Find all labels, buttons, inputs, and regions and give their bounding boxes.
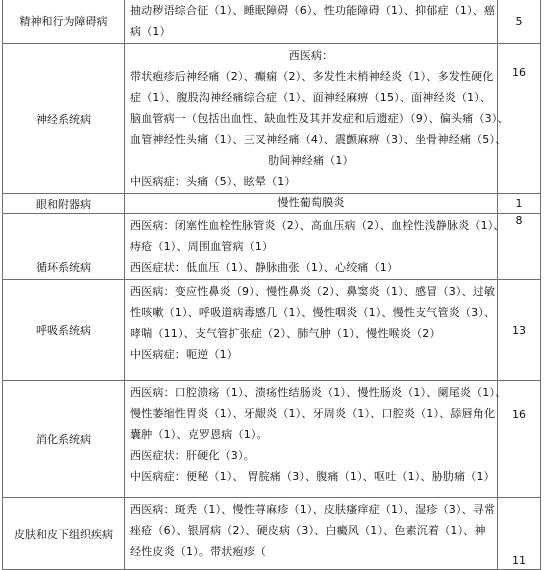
description-cell: [125, 214, 505, 280]
description-line: 西医症状：肝硬化（3）。: [130, 449, 255, 462]
category-cell: 精神和行为障碍病: [3, 0, 125, 44]
description-line: 经性皮炎（1）。带状疱疹（: [130, 545, 267, 558]
description-line: 脑血管病一（包括出血性、缺血性及其并发症和后遗症）（9）、偏头痛（3）、: [130, 112, 509, 125]
table-row: [3, 44, 541, 194]
description-line: 血管神经性头痛（1）、三叉神经痛（4）、震颤麻痹（3）、坐骨神经痛（5）、: [130, 133, 507, 146]
description-line: 西医病：: [288, 49, 334, 62]
description-line: 症（1）、腹股沟神经痛综合症（1）、面神经麻痹（15）、面神经炎（1）、: [130, 91, 492, 104]
category-cell: 消化系统病: [3, 381, 125, 498]
description-cell: [125, 498, 498, 570]
description-line: 带状疱疹后神经痛（2）、癫痫（2）、多发性末梢神经炎（1）、多发性硬化: [130, 70, 494, 83]
description-cell: [125, 381, 507, 498]
description-line: 痤疮（6）、银屑病（2）、硬皮病（3）、白癜风（1）、色素沉着（1）、神: [130, 524, 486, 537]
description-line: 西医病：变应性鼻炎（9）、慢性鼻炎（2）、鼻窦炎（1）、感冒（3）、过敏: [130, 285, 496, 298]
category-cell: 呼吸系统病: [3, 280, 125, 381]
count-cell: 5: [498, 0, 541, 44]
category-cell: 眼和附器病: [3, 194, 125, 214]
description-line: 慢性萎缩性胃炎（1）、牙龈炎（1）、牙周炎（1）、口腔炎（1）、舔唇角化: [130, 407, 496, 420]
description-line: 中医病症：便秘（1）、 胃脘痛（3）、腹痛（1）、呕吐（1）、胁肋痛（1）: [130, 470, 495, 483]
description-cell: [125, 0, 498, 44]
table-row: [3, 214, 541, 280]
description-line: 慢性葡萄膜炎: [277, 196, 345, 209]
count-cell: 16: [498, 44, 541, 194]
description-cell: [125, 194, 498, 214]
description-line: 哮喘（11）、支气管扩张症（2）、肺气肿（1）、慢性喉炎（2）: [130, 327, 441, 340]
description-line: 痔疮（1）、周围血管病（1）: [130, 240, 274, 253]
description-line: 肋间神经痛（1）: [268, 154, 354, 167]
description-line: 囊肿（1）、克罗恩病（1）。: [130, 428, 268, 441]
count-cell: 11: [498, 498, 541, 570]
description-line: 中医病症：呃逆（1）: [130, 348, 238, 361]
description-cell: [125, 280, 498, 381]
description-line: 性咳嗽（1）、呼吸道病毒感几（1）、慢性咽炎（1）、慢性支气管炎（3）、: [130, 306, 496, 319]
category-cell: 神经系统病: [3, 44, 125, 194]
category-cell: 皮肤和皮下组织疾病: [3, 498, 125, 570]
table-row: [3, 0, 541, 44]
description-line: 抽动秽语综合征（1）、睡眠障碍（6）、性功能障碍（1）、抑郁症（1）、癌: [130, 4, 496, 17]
description-line: 西医病：斑秃（1）、慢性荨麻疹（1）、皮肤瘙痒症（1）、湿疹（3）、寻常: [130, 503, 496, 516]
count-cell: 8: [498, 214, 541, 280]
table-row: [3, 498, 541, 570]
description-line: 西医症状：低血压（1）、静脉曲张（1）、心绞痛（1）: [130, 261, 399, 274]
category-cell: 循环系统病: [3, 214, 125, 280]
description-line: 中医病症：头痛（5）、眩晕（1）: [130, 175, 296, 188]
count-cell: 1: [498, 194, 541, 214]
description-line: 西医病：闭塞性血栓性脉管炎（2）、高血压病（2）、血栓性浅静脉炎（1）、: [130, 219, 505, 232]
table-row: [3, 280, 541, 381]
count-cell: 16: [498, 381, 541, 498]
count-cell: 13: [498, 280, 541, 381]
description-line: 西医病：口腔溃疡（1）、溃疡性结肠炎（1）、慢性肠炎（1）、阑尾炎（1）、: [130, 386, 507, 399]
description-cell: [125, 44, 509, 194]
description-line: 病（1）: [130, 25, 171, 38]
table-row: [3, 194, 541, 214]
disease-table: [2, 0, 541, 570]
table-row: [3, 381, 541, 498]
